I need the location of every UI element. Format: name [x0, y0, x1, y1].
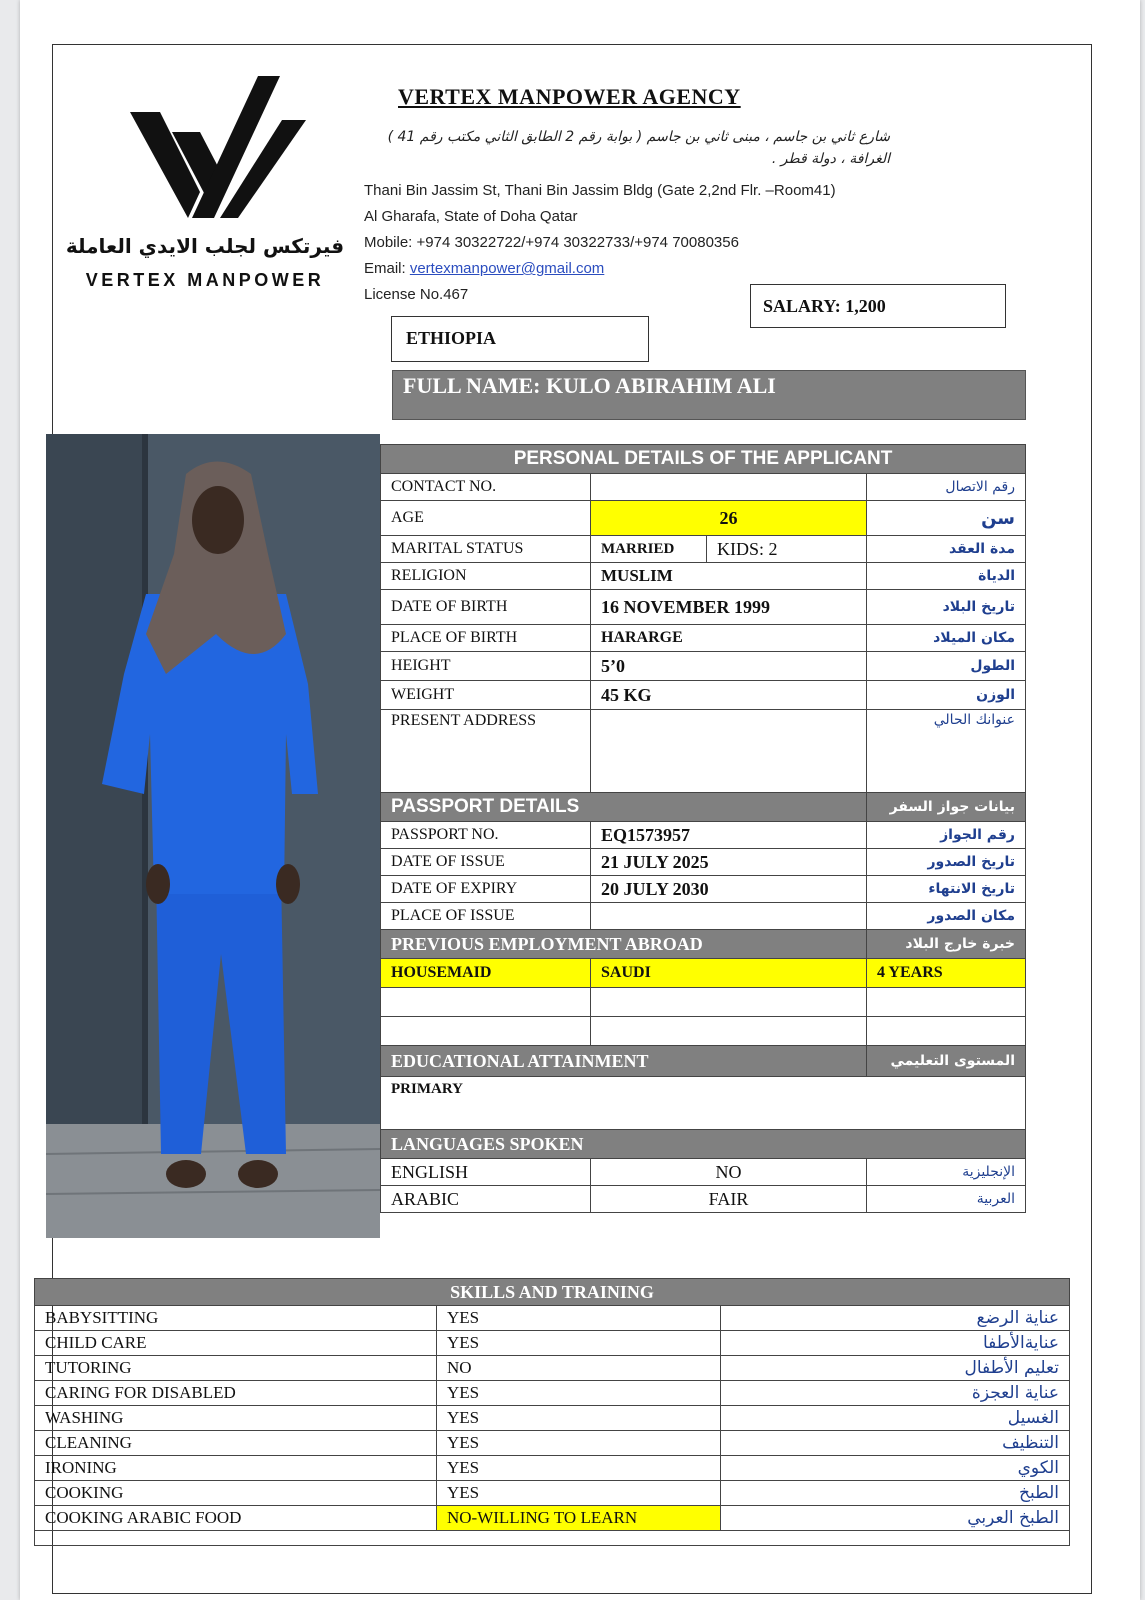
language-level: NO — [591, 1159, 867, 1186]
skill-name: BABYSITTING — [35, 1306, 437, 1331]
employment-country: SAUDI — [591, 959, 867, 988]
skills-table — [34, 1278, 1070, 1546]
age-value: 26 — [591, 501, 867, 536]
skill-name: WASHING — [35, 1406, 437, 1431]
age-label: AGE — [381, 501, 591, 536]
skill-value: YES — [437, 1406, 721, 1431]
skill-name: CLEANING — [35, 1431, 437, 1456]
language-name-ar: العربية — [867, 1186, 1026, 1213]
skill-value: YES — [437, 1331, 721, 1356]
skill-name: COOKING — [35, 1481, 437, 1506]
address-arabic-line2: الغرافة ، دولة قطر . — [771, 151, 890, 167]
employment-header: PREVIOUS EMPLOYMENT ABROAD — [381, 930, 867, 959]
personal-details-header: PERSONAL DETAILS OF THE APPLICANT — [381, 445, 1026, 474]
height-value: 5’0 — [591, 652, 867, 681]
skill-value: YES — [437, 1456, 721, 1481]
language-level: FAIR — [591, 1186, 867, 1213]
language-name: ARABIC — [381, 1186, 591, 1213]
email-link[interactable]: vertexmanpower@gmail.com — [409, 260, 605, 277]
license-line: License No.467 — [364, 286, 469, 303]
address-arabic-line1: شارع ثاني بن جاسم ، مبنى ثاني بن جاسم ( بوابة رقم 2 الطابق الثاني مكتب رقم 41 ) — [387, 129, 890, 145]
skill-name: CHILD CARE — [35, 1331, 437, 1356]
skill-row — [35, 1306, 1070, 1331]
employment-header-ar: خبرة خارج البلاد — [867, 930, 1026, 959]
skill-row — [35, 1431, 1070, 1456]
salary-box: SALARY: 1,200 — [750, 284, 1006, 328]
logo-arabic-text: فيرتكس لجلب الايدي العاملة — [65, 234, 345, 258]
skill-name-ar: الطبخ — [721, 1481, 1070, 1506]
skill-row — [35, 1481, 1070, 1506]
passport-details-header-ar: بيانات جواز السفر — [867, 793, 1026, 822]
expiry-date-label-ar: تاريخ الانتهاء — [867, 876, 1026, 903]
email-label: Email: — [364, 260, 410, 277]
skill-row — [35, 1406, 1070, 1431]
religion-label-ar: الدياة — [867, 563, 1026, 590]
skill-value: NO — [437, 1356, 721, 1381]
full-name-bar: FULL NAME: KULO ABIRAHIM ALI — [392, 370, 1026, 420]
marital-value: MARRIED — [591, 536, 707, 563]
languages-header: LANGUAGES SPOKEN — [381, 1130, 1026, 1159]
education-header-ar: المستوى التعليمي — [867, 1046, 1026, 1077]
dob-label-ar: تاريخ البلاد — [867, 590, 1026, 625]
skill-row — [35, 1456, 1070, 1481]
passport-no-label-ar: رقم الجواز — [867, 822, 1026, 849]
education-header: EDUCATIONAL ATTAINMENT — [381, 1046, 867, 1077]
employment-empty-cell — [381, 988, 591, 1017]
pob-label-ar: مكان الميلاد — [867, 625, 1026, 652]
skill-name: IRONING — [35, 1456, 437, 1481]
skill-name-ar: الطبخ العربي — [721, 1506, 1070, 1531]
skills-footer-row — [35, 1531, 1070, 1546]
passport-no-label: PASSPORT NO. — [381, 822, 591, 849]
employment-position: HOUSEMAID — [381, 959, 591, 988]
issue-date-label: DATE OF ISSUE — [381, 849, 591, 876]
vertex-logo-icon — [130, 72, 310, 222]
country-box: ETHIOPIA — [391, 316, 649, 362]
expiry-date-value: 20 JULY 2030 — [591, 876, 867, 903]
language-row — [381, 1186, 1026, 1213]
skill-row — [35, 1506, 1070, 1531]
skill-name-ar: الغسيل — [721, 1406, 1070, 1431]
height-label: HEIGHT — [381, 652, 591, 681]
logo-english-text: VERTEX MANPOWER — [85, 270, 325, 290]
skill-name-ar: عناية الرضع — [721, 1306, 1070, 1331]
employment-years: 4 YEARS — [867, 959, 1026, 988]
skill-value: YES — [437, 1431, 721, 1456]
skill-name-ar: تعليم الأطفال — [721, 1356, 1070, 1381]
skill-value: YES — [437, 1481, 721, 1506]
expiry-date-label: DATE OF EXPIRY — [381, 876, 591, 903]
email-line — [364, 256, 836, 282]
language-row — [381, 1159, 1026, 1186]
agency-title: VERTEX MANPOWER AGENCY — [398, 84, 741, 109]
contact-label-ar: رقم الاتصال — [867, 474, 1026, 501]
pob-value: HARARGE — [591, 625, 867, 652]
skill-row — [35, 1331, 1070, 1356]
passport-no-value: EQ1573957 — [591, 822, 867, 849]
skill-name-ar: عناية العجزة — [721, 1381, 1070, 1406]
mobile-line: Mobile: +974 30322722/+974 30322733/+974 70080356 — [364, 234, 739, 251]
education-level: PRIMARY — [381, 1077, 1026, 1130]
weight-value: 45 KG — [591, 681, 867, 710]
skill-name-ar: عنايةالأطفا — [721, 1331, 1070, 1356]
skill-name: CARING FOR DISABLED — [35, 1381, 437, 1406]
skill-row — [35, 1381, 1070, 1406]
skill-row — [35, 1356, 1070, 1381]
employment-empty-cell — [867, 988, 1026, 1017]
applicant-details-table — [380, 444, 1026, 1213]
address-line1: Thani Bin Jassim St, Thani Bin Jassim Bldg (Gate 2,2nd Flr. –Room41) — [364, 182, 836, 199]
skill-name: TUTORING — [35, 1356, 437, 1381]
place-of-issue-label: PLACE OF ISSUE — [381, 903, 591, 930]
issue-date-value: 21 JULY 2025 — [591, 849, 867, 876]
employment-empty-cell — [867, 1017, 1026, 1046]
applicant-photo — [46, 434, 380, 1238]
kids-value: KIDS: 2 — [707, 536, 867, 563]
passport-details-header: PASSPORT DETAILS — [381, 793, 867, 822]
contact-value — [591, 474, 867, 501]
address-label: PRESENT ADDRESS — [381, 710, 591, 793]
marital-label-ar: مدة العقد — [867, 536, 1026, 563]
skill-name: COOKING ARABIC FOOD — [35, 1506, 437, 1531]
weight-label: WEIGHT — [381, 681, 591, 710]
skill-name-ar: التنظيف — [721, 1431, 1070, 1456]
weight-label-ar: الوزن — [867, 681, 1026, 710]
place-of-issue-label-ar: مكان الصدور — [867, 903, 1026, 930]
height-label-ar: الطول — [867, 652, 1026, 681]
skill-name-ar: الكوي — [721, 1456, 1070, 1481]
language-name-ar: الإنجليزية — [867, 1159, 1026, 1186]
skill-value: NO-WILLING TO LEARN — [437, 1506, 721, 1531]
skill-value: YES — [437, 1381, 721, 1406]
religion-value: MUSLIM — [591, 563, 867, 590]
address-label-ar: عنوانك الحالي — [867, 710, 1026, 793]
address-value — [591, 710, 867, 793]
marital-label: MARITAL STATUS — [381, 536, 591, 563]
dob-label: DATE OF BIRTH — [381, 590, 591, 625]
place-of-issue-value — [591, 903, 867, 930]
address-line2: Al Gharafa, State of Doha Qatar — [364, 208, 578, 225]
employment-empty-cell — [381, 1017, 591, 1046]
employment-empty-cell — [591, 988, 867, 1017]
skill-value: YES — [437, 1306, 721, 1331]
language-name: ENGLISH — [381, 1159, 591, 1186]
pob-label: PLACE OF BIRTH — [381, 625, 591, 652]
skills-header: SKILLS AND TRAINING — [35, 1279, 1070, 1306]
address-arabic — [370, 126, 890, 170]
issue-date-label-ar: تاريخ الصدور — [867, 849, 1026, 876]
employment-empty-cell — [591, 1017, 867, 1046]
religion-label: RELIGION — [381, 563, 591, 590]
contact-label: CONTACT NO. — [381, 474, 591, 501]
age-label-ar: سن — [867, 501, 1026, 536]
dob-value: 16 NOVEMBER 1999 — [591, 590, 867, 625]
